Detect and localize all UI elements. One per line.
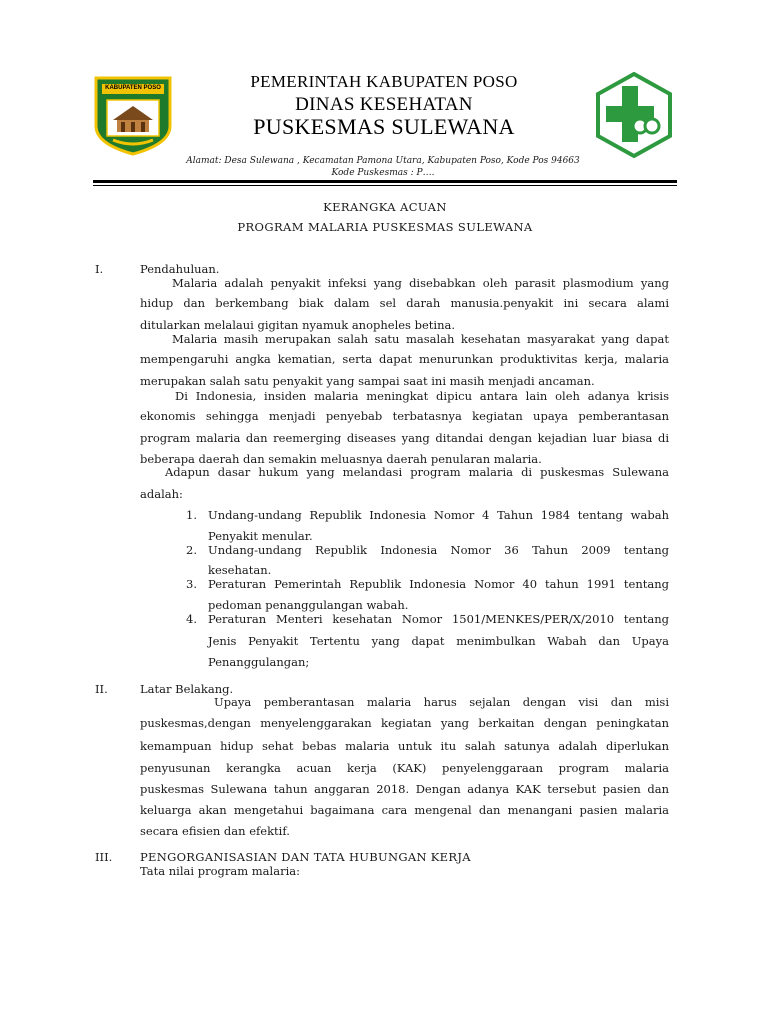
paragraph-line: kemampuan hidup sehat bebas malaria untuk itu salah satunya adalah diperlukan [140,739,669,753]
paragraph-line: ditularkan melalaui gigitan nyamuk anopheles betina. [140,318,456,332]
paragraph-line: Upaya pemberantasan malaria harus sejalan dengan visi dan misi [214,695,669,709]
paragraph-line: program malaria dan reemerging diseases yang ditandai dengan kejadian luar biasa di [140,431,669,445]
section-3-number: III. [95,850,113,864]
paragraph-line: Di Indonesia, insiden malaria meningkat dipicu antara lain oleh adanya krisis [175,389,669,403]
law-number: 2. [186,543,197,557]
government-name: PEMERINTAH KABUPATEN POSO [250,72,518,91]
document-title: KERANGKA ACUAN [323,200,447,214]
law-number: 3. [186,577,197,591]
law-text: Jenis Penyakit Tertentu yang dapat menimbulkan Wabah dan Upaya [208,634,669,648]
header-rule-thick [93,180,677,183]
section-2-heading: Latar Belakang. [140,682,234,696]
paragraph-line: Malaria masih merupakan salah satu masalah kesehatan masyarakat yang dapat [172,332,669,346]
emblem-label: KABUPATEN POSO [105,85,161,91]
paragraph-line: secara efisien dan efektif. [140,824,290,838]
paragraph-line: puskesmas Sulewana tahun anggaran 2018. Dengan adanya KAK tersebut pasien dan [140,782,669,796]
law-number: 1. [186,508,197,522]
paragraph-line: penyusunan kerangka acuan kerja (KAK) penyelenggaraan program malaria [140,761,669,775]
paragraph-line: hidup dan berkembang biak dalam sel darah manusia.penyakit ini secara alami [140,296,669,310]
law-text: Undang-undang Republik Indonesia Nomor 4 Tahun 1984 tentang wabah [208,508,669,522]
law-number: 4. [186,612,197,626]
law-text: Penanggulangan; [208,655,310,669]
puskesmas-name: PUSKESMAS SULEWANA [253,114,515,139]
law-text: Peraturan Pemerintah Republik Indonesia Nomor 40 tahun 1991 tentang [208,577,669,591]
department-name: DINAS KESEHATAN [295,94,473,115]
address-line: Alamat: Desa Sulewana , Kecamatan Pamona Utara, Kabupaten Poso, Kode Pos 94663 [186,156,580,166]
paragraph-line: mempengaruhi angka kematian, serta dapat menurunkan produktivitas kerja, malaria [140,352,669,366]
paragraph-line: ekonomis sehingga menjadi penyebab terbatasnya kegiatan upaya pemberantasan [140,409,669,423]
paragraph-line: beberapa daerah dan semakin meluasnya daerah penularan malaria. [140,452,542,466]
section-3-subheading: Tata nilai program malaria: [140,864,300,878]
section-2-number: II. [95,682,108,696]
paragraph-line: keluarga akan mengetahui bagaimana cara mengenal dan menangani pasien malaria [140,803,669,817]
law-text: Peraturan Menteri kesehatan Nomor 1501/MENKES/PER/X/2010 tentang [208,612,669,626]
law-text: Undang-undang Republik Indonesia Nomor 36 Tahun 2009 tentang [208,543,669,557]
law-text: kesehatan. [208,563,272,577]
section-3-heading: PENGORGANISASIAN DAN TATA HUBUNGAN KERJA [140,850,471,864]
puskesmas-logo [594,72,674,158]
header-rule-thin [93,185,677,186]
paragraph-line: puskesmas,dengan menyelenggarakan kegiatan yang berkaitan dengan peningkatan [140,716,669,730]
paragraph-line: Adapun dasar hukum yang melandasi program malaria di puskesmas Sulewana [165,465,669,479]
paragraph-line: Malaria adalah penyakit infeksi yang disebabkan oleh parasit plasmodium yang [172,276,669,290]
paragraph-line: adalah: [140,487,183,501]
puskesmas-code: Kode Puskesmas : P…. [331,168,435,178]
law-text: pedoman penanggulangan wabah. [208,598,409,612]
law-text: Penyakit menular. [208,529,313,543]
document-subtitle: PROGRAM MALARIA PUSKESMAS SULEWANA [237,220,533,234]
section-1-heading: Pendahuluan. [140,262,220,276]
section-1-number: I. [95,262,104,276]
paragraph-line: merupakan salah satu penyakit yang sampai saat ini masih menjadi ancaman. [140,374,595,388]
